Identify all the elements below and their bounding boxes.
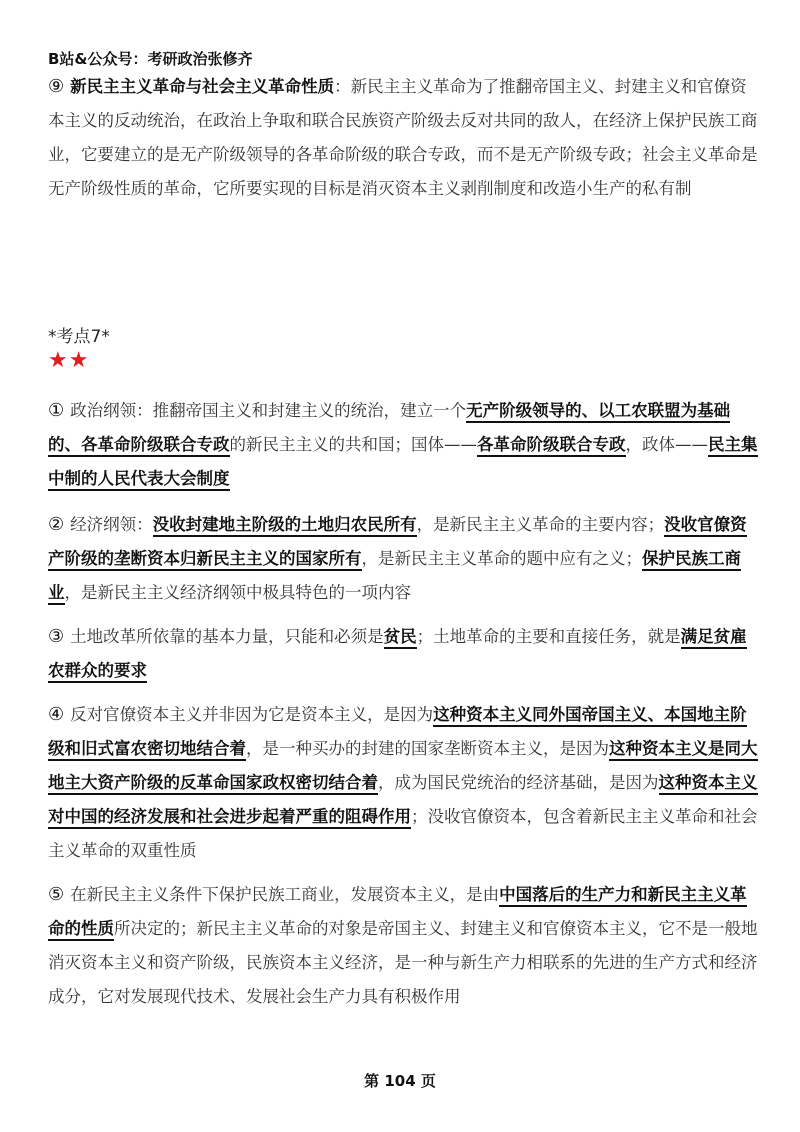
text-segment: ，政体——: [625, 435, 708, 454]
key-phrase: 贫民: [384, 627, 417, 649]
key-phrase: 满足贫雇农群众的要求: [48, 627, 747, 683]
text-segment: 经济纲领：: [70, 515, 153, 534]
text-segment: 政治纲领：推翻帝国主义和封建主义的统治，建立一个: [70, 401, 467, 420]
point-3: [48, 620, 760, 688]
key-phrase: 没收官僚资产阶级的垄断资本归新民主主义的国家所有: [48, 515, 747, 571]
point-4: [48, 698, 760, 868]
point-text: ：新民主主义革命为了推翻帝国主义、封建主义和官僚资本主义的反动统治，在政治上争取和联合民族资产阶级去反对共同的敌人，在经济上保护民族工商业，它要建立的是无产阶级领导的各革命阶级的联合专政，而不是无产阶级专政；社会主义革命是无产阶级性质的革命，它所要实现的目标是消灭资本主义剥削制度和改造小生产的私有制: [48, 77, 758, 198]
section-label: *考点7*: [48, 327, 110, 347]
text-segment: 的新民主主义的共和国；国体——: [229, 435, 477, 454]
text-segment: ，是新民主主义革命的主要内容；: [416, 515, 665, 534]
point-9: [48, 70, 760, 206]
text-segment: ；没收官僚资本，包含着新民主主义革命和社会主义革命的双重性质: [48, 807, 758, 860]
key-phrase: 保护民族工商业: [48, 549, 741, 605]
point-number: ⑨: [48, 76, 65, 97]
point-title: 新民主主义革命与社会主义革命性质: [70, 77, 335, 96]
key-phrase: 没收封建地主阶级的土地归农民所有: [153, 515, 417, 537]
key-phrase: 这种资本主义对中国的经济发展和社会进步起着严重的阻碍作用: [48, 773, 758, 829]
text-segment: 反对官僚资本主义并非因为它是资本主义，是因为: [70, 705, 434, 724]
point-5: [48, 878, 760, 1014]
importance-stars: ★★: [48, 348, 90, 373]
point-number: ⑤: [48, 884, 65, 905]
page-header: B站&公众号：考研政治张修齐: [48, 50, 253, 68]
point-1: [48, 394, 760, 496]
key-phrase: 这种资本主义同外国帝国主义、本国地主阶级和旧式富农密切地结合着: [48, 705, 747, 761]
text-segment: ，是一种买办的封建的国家垄断资本主义，是因为: [246, 739, 609, 758]
key-phrase: 无产阶级领导的、以工农联盟为基础的、各革命阶级联合专政: [48, 401, 730, 457]
text-segment: 土地改革所依靠的基本力量，只能和必须是: [70, 627, 384, 646]
key-phrase: 民主集中制的人民代表大会制度: [48, 435, 758, 491]
key-phrase: 这种资本主义是同大地主大资产阶级的反革命国家政权密切结合着: [48, 739, 758, 795]
text-segment: ，是新民主主义革命的题中应有之义；: [361, 549, 642, 568]
point-number: ③: [48, 626, 65, 647]
point-number: ②: [48, 514, 65, 535]
text-segment: 在新民主主义条件下保护民族工商业，发展资本主义，是由: [70, 885, 500, 904]
text-segment: ，成为国民党统治的经济基础，是因为: [378, 773, 659, 792]
text-segment: 所决定的；新民主主义革命的对象是帝国主义、封建主义和官僚资本主义，它不是一般地消灭资本主义和资产阶级，民族资本主义经济，是一种与新生产力相联系的先进的生产方式和经济成分，它对发展现代技术、发展社会生产力具有积极作用: [48, 919, 758, 1006]
point-number: ④: [48, 704, 65, 725]
text-segment: ；土地革命的主要和直接任务，就是: [416, 627, 681, 646]
point-number: ①: [48, 400, 65, 421]
point-2: [48, 508, 760, 610]
page-number: 第 104 页: [364, 1072, 436, 1090]
text-segment: ，是新民主主义经济纲领中极具特色的一项内容: [64, 583, 411, 602]
key-phrase: 中国落后的生产力和新民主主义革命的性质: [48, 885, 747, 941]
key-phrase: 各革命阶级联合专政: [477, 435, 626, 457]
